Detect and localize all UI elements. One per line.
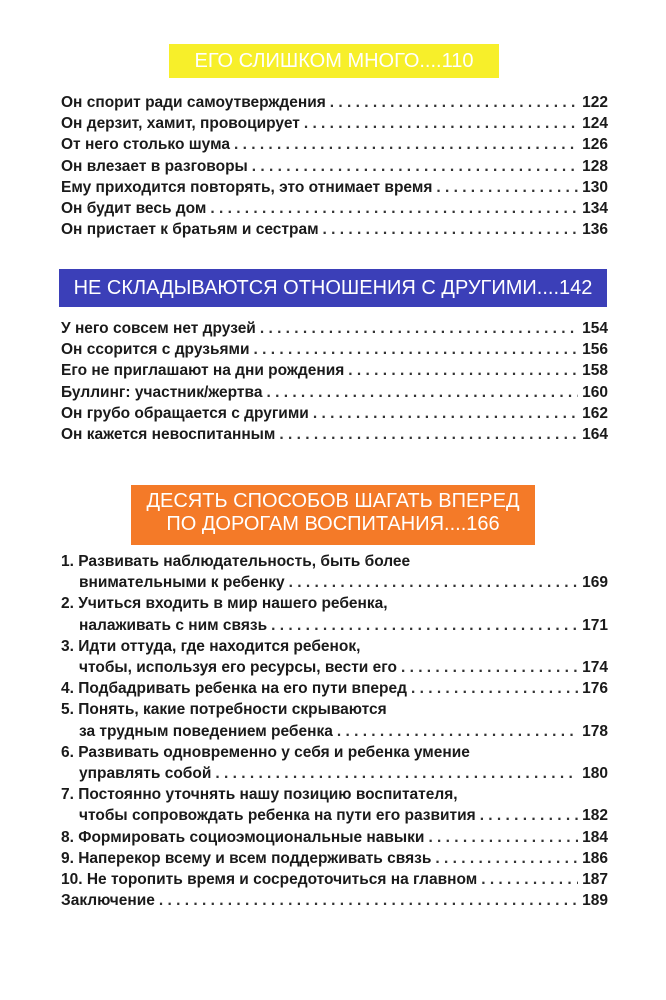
leader-dots xyxy=(481,869,578,890)
toc-entry-line xyxy=(61,593,608,614)
toc-entry-title: 4. Подбадривать ребенка на его пути вперед xyxy=(61,680,407,698)
toc-entry xyxy=(61,636,608,678)
toc-entry xyxy=(61,92,608,113)
toc-list-ten-ways xyxy=(61,551,608,911)
toc-entry-line xyxy=(61,177,608,198)
leader-dots xyxy=(435,848,578,869)
banner-line: ДЕСЯТЬ СПОСОБОВ ШАГАТЬ ВПЕРЕД xyxy=(146,490,520,512)
toc-entry xyxy=(61,198,608,219)
toc-entry-line xyxy=(61,827,608,848)
toc-page-number: 134 xyxy=(582,200,608,218)
leader-dots xyxy=(260,318,578,339)
toc-entry-title: Буллинг: участник/жертва xyxy=(61,383,263,401)
toc-entry-line xyxy=(61,219,608,240)
section-banner-relationships: НЕ СКЛАДЫВАЮТСЯ ОТНОШЕНИЯ С ДРУГИМИ....142 xyxy=(59,269,607,307)
banner-line: ПО ДОРОГАМ ВОСПИТАНИЯ....166 xyxy=(166,513,500,535)
toc-entry xyxy=(61,339,608,360)
toc-entry-title: Его не приглашают на дни рождения xyxy=(61,362,345,380)
leader-dots xyxy=(252,156,578,177)
toc-entry-line xyxy=(61,721,608,742)
toc-entry-title: Он дерзит, хамит, провоцирует xyxy=(61,115,300,133)
toc-page-number: 182 xyxy=(582,807,608,825)
toc-entry-line xyxy=(61,318,608,339)
toc-entry-title: 3. Идти оттуда, где находится ребенок, xyxy=(61,637,361,655)
toc-page-number: 169 xyxy=(582,574,608,592)
toc-entry-line xyxy=(61,805,608,826)
toc-entry xyxy=(61,134,608,155)
leader-dots xyxy=(234,134,578,155)
toc-page-number: 189 xyxy=(582,892,608,910)
leader-dots xyxy=(330,92,578,113)
toc-page-number: 162 xyxy=(582,404,608,422)
leader-dots xyxy=(313,403,578,424)
toc-page-number: 156 xyxy=(582,341,608,359)
toc-entry-title: Он будит весь дом xyxy=(61,200,207,218)
leader-dots xyxy=(271,615,578,636)
leader-dots xyxy=(289,572,578,593)
toc-entry-line xyxy=(61,134,608,155)
toc-entry-title: 2. Учиться входить в мир нашего ребенка, xyxy=(61,595,388,613)
toc-entry xyxy=(61,382,608,403)
toc-entry xyxy=(61,848,608,869)
toc-page-number: 124 xyxy=(582,115,608,133)
toc-entry-line xyxy=(61,848,608,869)
toc-entry-title: 8. Формировать социоэмоциональные навыки xyxy=(61,828,425,846)
toc-entry-title: за трудным поведением ребенка xyxy=(79,722,333,740)
toc-page-number: 160 xyxy=(582,383,608,401)
toc-entry xyxy=(61,784,608,826)
toc-entry-title: налаживать с ним связь xyxy=(79,616,268,634)
leader-dots xyxy=(215,763,578,784)
leader-dots xyxy=(323,219,579,240)
toc-entry xyxy=(61,699,608,741)
toc-entry-title: У него совсем нет друзей xyxy=(61,320,256,337)
leader-dots xyxy=(279,424,578,445)
leader-dots xyxy=(254,339,579,360)
toc-page-number: 164 xyxy=(582,426,608,444)
toc-entry-line xyxy=(61,784,608,805)
toc-entry-title: Ему приходится повторять, это отнимает время xyxy=(61,178,433,196)
toc-page-number: 174 xyxy=(582,659,608,677)
leader-dots xyxy=(210,198,578,219)
toc-entry-line xyxy=(61,615,608,636)
leader-dots xyxy=(428,827,578,848)
toc-page-number: 126 xyxy=(582,136,608,154)
toc-entry-title: внимательными к ребенку xyxy=(79,574,285,592)
toc-entry xyxy=(61,424,608,445)
toc-page-number: 158 xyxy=(582,362,608,380)
leader-dots xyxy=(159,890,578,911)
toc-entry xyxy=(61,827,608,848)
toc-entry-line xyxy=(61,890,608,911)
toc-page-number: 184 xyxy=(582,828,608,846)
toc-entry xyxy=(61,177,608,198)
toc-page-number: 154 xyxy=(582,320,608,337)
toc-entry xyxy=(61,869,608,890)
toc-entry-title: Заключение xyxy=(61,892,155,910)
leader-dots xyxy=(348,360,578,381)
toc-entry xyxy=(61,318,608,339)
toc-entry xyxy=(61,551,608,593)
toc-entry-title: Он ссорится с друзьями xyxy=(61,341,250,359)
toc-page-number: 136 xyxy=(582,221,608,239)
toc-entry-title: 9. Наперекор всему и всем поддерживать связь xyxy=(61,849,432,867)
leader-dots xyxy=(401,657,578,678)
toc-page-number: 178 xyxy=(582,722,608,740)
toc-entry-line xyxy=(61,424,608,445)
toc-entry-line xyxy=(61,382,608,403)
section-banner-too-much: ЕГО СЛИШКОМ МНОГО....110 xyxy=(169,44,499,78)
toc-page-number: 187 xyxy=(582,871,608,889)
toc-entry-title: От него столько шума xyxy=(61,136,230,154)
toc-entry-line xyxy=(61,636,608,657)
toc-entry-title: 1. Развивать наблюдательность, быть более xyxy=(61,553,411,570)
toc-entry-title: Он влезает в разговоры xyxy=(61,157,248,175)
toc-entry-title: управлять собой xyxy=(79,765,212,783)
toc-entry xyxy=(61,678,608,699)
toc-page-number: 130 xyxy=(582,178,608,196)
toc-entry-line xyxy=(61,699,608,720)
toc-entry-line xyxy=(61,360,608,381)
toc-page-number: 180 xyxy=(582,765,608,783)
toc-entry-line xyxy=(61,113,608,134)
toc-entry xyxy=(61,113,608,134)
leader-dots xyxy=(304,113,578,134)
section-banner-ten-ways xyxy=(131,485,535,545)
leader-dots xyxy=(411,678,578,699)
toc-entry-line xyxy=(61,156,608,177)
toc-entry-title: 5. Понять, какие потребности скрываются xyxy=(61,701,387,719)
toc-entry-title: 6. Развивать одновременно у себя и ребенка умение xyxy=(61,743,470,761)
toc-entry-title: чтобы, используя его ресурсы, вести его xyxy=(79,659,397,677)
toc-entry-line xyxy=(61,551,608,572)
toc-entry xyxy=(61,219,608,240)
toc-entry-line xyxy=(61,198,608,219)
toc-entry-line xyxy=(61,572,608,593)
toc-entry xyxy=(61,156,608,177)
toc-entry-title: Он кажется невоспитанным xyxy=(61,426,276,444)
toc-entry-line xyxy=(61,92,608,113)
toc-entry-line xyxy=(61,678,608,699)
toc-entry xyxy=(61,403,608,424)
toc-entry xyxy=(61,360,608,381)
toc-entry-line xyxy=(61,403,608,424)
toc-list-too-much xyxy=(61,92,608,240)
toc-entry-title: чтобы сопровождать ребенка на пути его развития xyxy=(79,807,476,825)
leader-dots xyxy=(266,382,578,403)
toc-entry-line xyxy=(61,657,608,678)
toc-entry-line xyxy=(61,339,608,360)
toc-entry xyxy=(61,742,608,784)
toc-entry-title: Он пристает к братьям и сестрам xyxy=(61,221,319,239)
toc-entry-line xyxy=(61,742,608,763)
toc-list-relationships xyxy=(61,318,608,445)
toc-entry-title: 7. Постоянно уточнять нашу позицию воспитателя, xyxy=(61,786,458,804)
toc-entry xyxy=(61,593,608,635)
toc-entry-line xyxy=(61,869,608,890)
toc-entry-title: 10. Не торопить время и сосредоточиться на главном xyxy=(61,871,478,889)
toc-page-number: 176 xyxy=(582,680,608,698)
toc-page-number: 186 xyxy=(582,849,608,867)
toc-entry-title: Он грубо обращается с другими xyxy=(61,404,309,422)
toc-entry xyxy=(61,890,608,911)
toc-page-number: 122 xyxy=(582,94,608,111)
toc-page-number: 171 xyxy=(582,616,608,634)
toc-entry-title: Он спорит ради самоутверждения xyxy=(61,94,326,111)
toc-page-number: 128 xyxy=(582,157,608,175)
leader-dots xyxy=(436,177,578,198)
leader-dots xyxy=(337,721,578,742)
leader-dots xyxy=(480,805,578,826)
toc-entry-line xyxy=(61,763,608,784)
